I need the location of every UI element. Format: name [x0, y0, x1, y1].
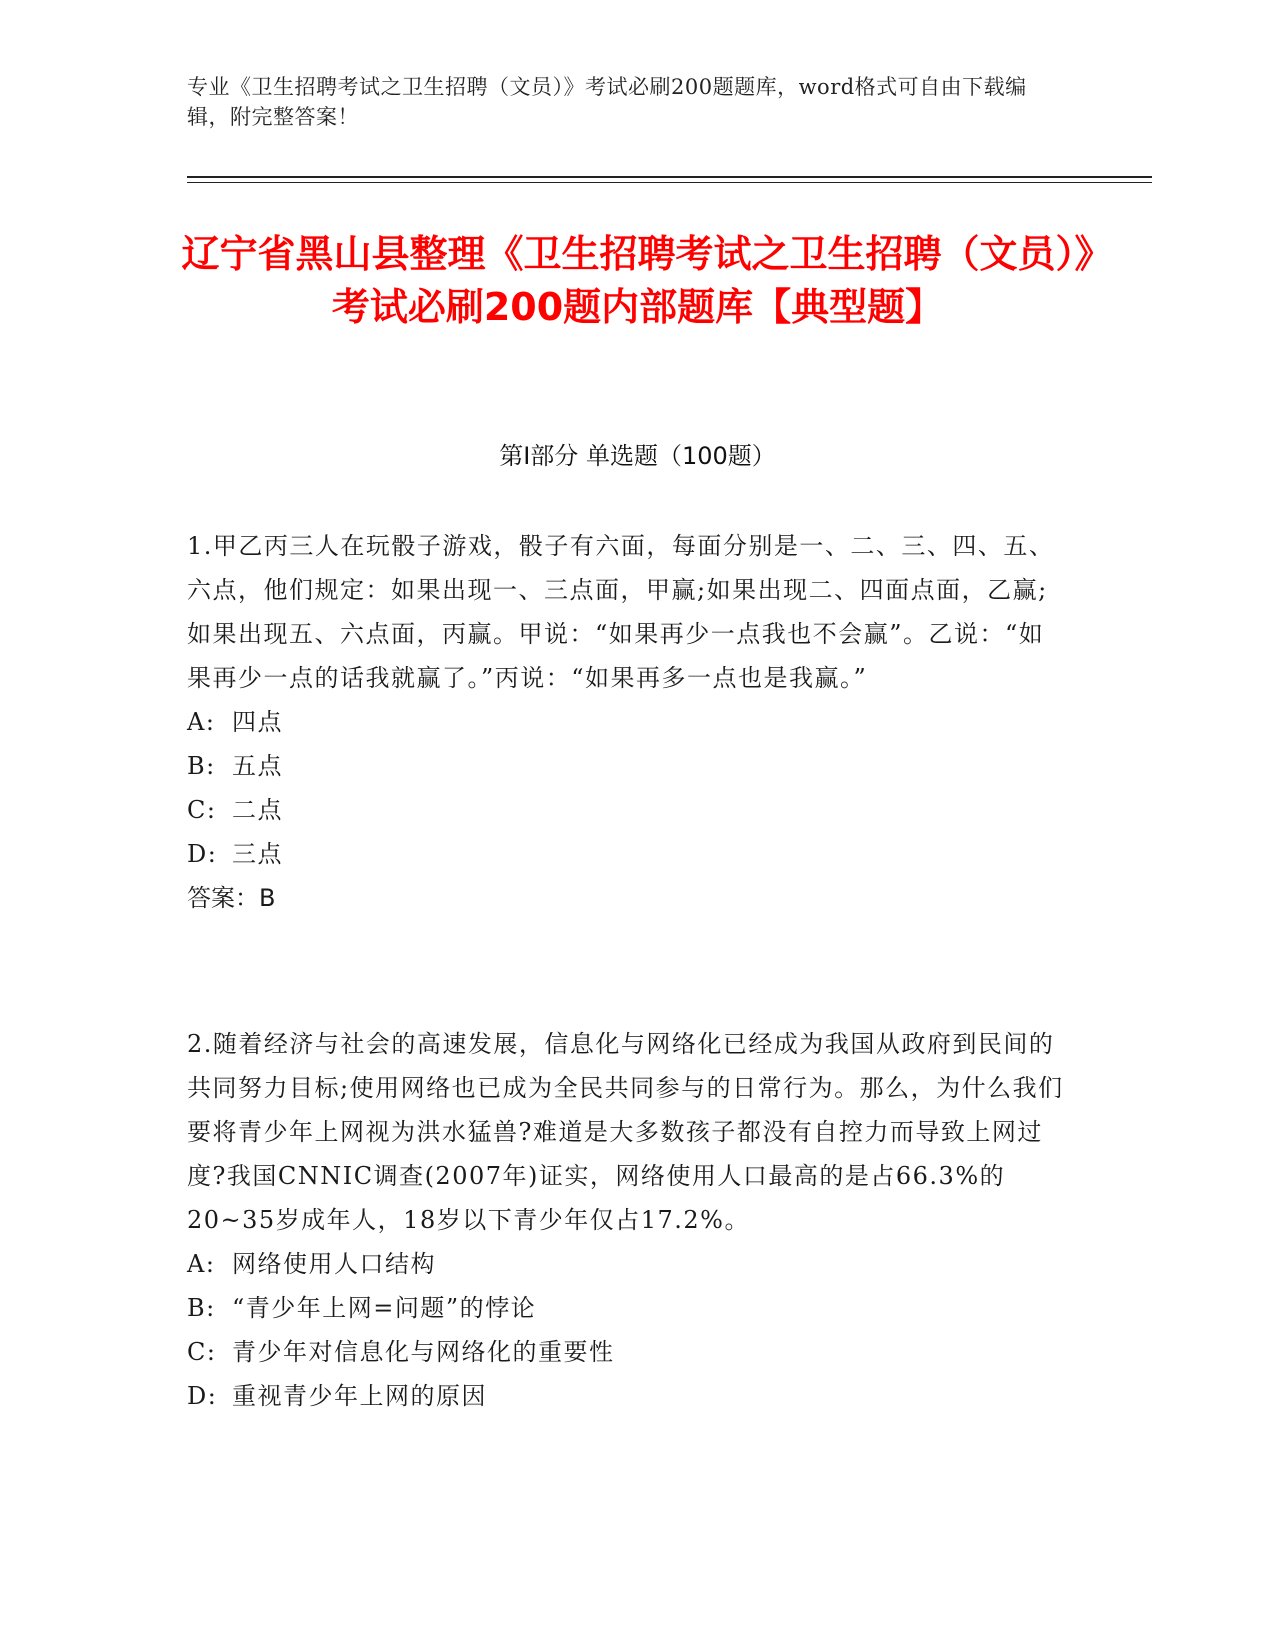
option-letter: B:	[187, 1294, 216, 1322]
option-letter: C:	[187, 1338, 217, 1366]
question-1	[187, 524, 1067, 920]
option-letter: D:	[187, 1382, 218, 1410]
option-b	[187, 1286, 1067, 1330]
question-text: 2.随着经济与社会的高速发展，信息化与网络化已经成为我国从政府到民间的共同努力目标;使用网络也已成为全民共同参与的日常行为。那么，为什么我们要将青少年上网视为洪水猛兽?难道是大多数孩子都没有自控力而导致上网过度?我国CNNIC调查(2007年)证实，网络使用人口最高的是占66.3%的20~35岁成年人，18岁以下青少年仅占17.2%。	[187, 1030, 1064, 1234]
option-b	[187, 744, 1067, 788]
option-text: 重视青少年上网的原因	[232, 1382, 487, 1410]
header-note: 专业《卫生招聘考试之卫生招聘（文员）》考试必刷200题题库，word格式可自由下载编辑，附完整答案！	[187, 75, 1027, 129]
document-title: 辽宁省黑山县整理《卫生招聘考试之卫生招聘（文员）》考试必刷200题内部题库【典型题】	[181, 232, 1094, 329]
question-text: 1.甲乙丙三人在玩骰子游戏，骰子有六面，每面分别是一、二、三、四、五、六点，他们规定：如果出现一、三点面，甲赢;如果出现二、四面点面，乙赢;如果出现五、六点面，丙赢。甲说：“如果再少一点我也不会赢”。乙说：“如果再少一点的话我就赢了。”丙说：“如果再多一点也是我赢。”	[187, 532, 1055, 692]
answer-text: 答案：B	[187, 884, 276, 912]
option-c	[187, 788, 1067, 832]
option-text: “青少年上网=问题”的悖论	[232, 1294, 537, 1322]
option-text: 网络使用人口结构	[232, 1250, 436, 1278]
option-a	[187, 1242, 1067, 1286]
option-text: 三点	[232, 840, 283, 868]
option-c	[187, 1330, 1067, 1374]
option-letter: B:	[187, 752, 216, 780]
option-d	[187, 832, 1067, 876]
option-a	[187, 700, 1067, 744]
question-2	[187, 1022, 1067, 1418]
option-text: 青少年对信息化与网络化的重要性	[232, 1338, 615, 1366]
option-text: 二点	[232, 796, 283, 824]
option-letter: C:	[187, 796, 217, 824]
section-title: 第I部分 单选题（100题）	[499, 442, 776, 470]
option-text: 五点	[232, 752, 283, 780]
header-rule-thick	[187, 176, 1152, 178]
option-d	[187, 1374, 1067, 1418]
option-letter: D:	[187, 840, 218, 868]
header-rule-thin	[187, 182, 1152, 183]
option-letter: A:	[187, 1250, 216, 1278]
option-letter: A:	[187, 708, 216, 736]
option-text: 四点	[232, 708, 283, 736]
